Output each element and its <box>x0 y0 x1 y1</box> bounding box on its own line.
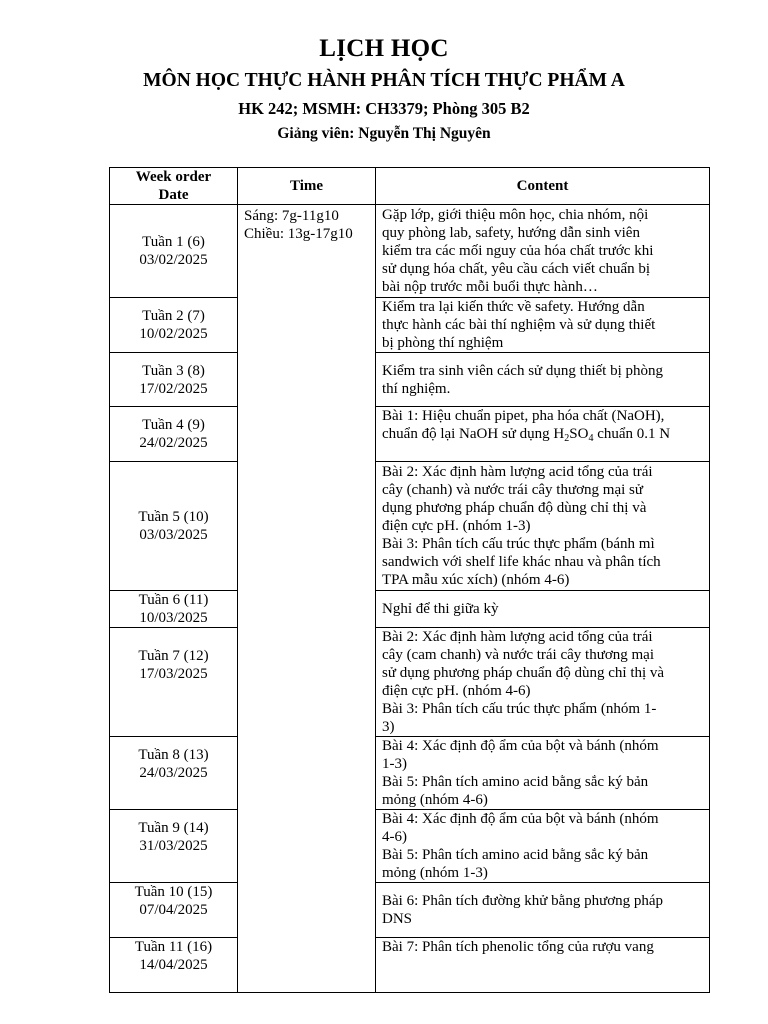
week-label: Tuần 1 (6) <box>142 234 205 250</box>
week-date: 24/02/2025 <box>139 435 208 451</box>
week-label: Tuần 2 (7) <box>142 308 205 324</box>
morning-time: Sáng: 7g-11g10 <box>244 208 339 224</box>
table-row <box>110 883 710 938</box>
content-line: Bài 4: Xác định độ ẩm của bột và bánh (nhóm <box>382 738 659 754</box>
content-line: sử dụng hóa chất, yêu cầu cách viết chuẩn bị <box>382 261 651 277</box>
content-line: bị phòng thí nghiệm <box>382 335 504 351</box>
table-row <box>110 591 710 628</box>
week-date: 03/03/2025 <box>139 527 208 543</box>
formula-subscript: 2 <box>564 433 570 444</box>
week-order-label: Week order <box>135 169 212 185</box>
content-line: Bài 5: Phân tích amino acid bằng sắc ký bản <box>382 774 649 790</box>
week-date: 31/03/2025 <box>139 838 208 854</box>
week-date: 24/03/2025 <box>139 765 208 781</box>
content-line: Nghỉ để thi giữa kỳ <box>382 601 499 617</box>
content-line: TPA mẫu xúc xích) (nhóm 4-6) <box>382 572 570 588</box>
column-header-time: Time <box>238 168 376 205</box>
content-line: Bài 5: Phân tích amino acid bằng sắc ký bản <box>382 847 649 863</box>
content-line: quy phòng lab, safety, hướng dẫn sinh viên <box>382 225 640 241</box>
formula-text: SO <box>569 426 589 442</box>
formula-text: chuẩn 0.1 N <box>593 426 671 442</box>
content-line-formula <box>382 425 703 443</box>
column-header-content: Content <box>376 168 710 205</box>
week-cell <box>110 205 238 298</box>
week-cell <box>110 883 238 938</box>
content-line: điện cực pH. (nhóm 4-6) <box>382 683 531 699</box>
afternoon-time: Chiều: 13g-17g10 <box>244 226 353 242</box>
content-cell <box>376 591 710 628</box>
content-line: dụng phương pháp chuẩn độ dùng chỉ thị và <box>382 500 647 516</box>
week-date: 17/02/2025 <box>139 380 208 397</box>
content-line: Bài 2: Xác định hàm lượng acid tổng của trái <box>382 629 653 645</box>
content-line: Gặp lớp, giới thiệu môn học, chia nhóm, nội <box>382 207 649 223</box>
content-line: Bài 7: Phân tích phenolic tổng của rượu vang <box>382 939 654 955</box>
date-label: Date <box>158 187 189 203</box>
week-date: 17/03/2025 <box>139 666 208 682</box>
schedule-table <box>109 167 710 993</box>
table-row <box>110 353 710 407</box>
week-label: Tuần 5 (10) <box>138 509 209 525</box>
week-cell <box>110 462 238 591</box>
course-subtitle: MÔN HỌC THỰC HÀNH PHÂN TÍCH THỰC PHẨM A <box>143 70 625 91</box>
week-label: Tuần 10 (15) <box>134 884 213 900</box>
week-label: Tuần 7 (12) <box>138 648 209 664</box>
content-line: Bài 2: Xác định hàm lượng acid tổng của trái <box>382 464 653 480</box>
table-row <box>110 628 710 737</box>
week-cell <box>110 628 238 737</box>
week-label: Tuần 6 (11) <box>138 592 209 608</box>
content-line: thực hành các bài thí nghiệm và sử dụng thiết <box>382 317 656 333</box>
content-line: 3) <box>382 719 395 735</box>
week-cell <box>110 298 238 353</box>
content-line: sandwich với shelf life khác nhau và phân tích <box>382 554 661 570</box>
week-cell <box>110 737 238 810</box>
content-line: kiểm tra các mối nguy của hóa chất trước khi <box>382 243 654 259</box>
content-cell <box>376 298 710 353</box>
content-cell <box>376 205 710 298</box>
content-cell <box>376 938 710 993</box>
week-date: 10/02/2025 <box>139 326 208 342</box>
table-row <box>110 298 710 353</box>
content-cell <box>376 810 710 883</box>
content-line: sử dụng phương pháp chuẩn độ dùng chỉ thị và <box>382 665 665 681</box>
content-line: mỏng (nhóm 4-6) <box>382 792 488 808</box>
content-line: Bài 3: Phân tích cấu trúc thực phẩm (nhóm 1- <box>382 701 657 717</box>
table-row <box>110 737 710 810</box>
week-date: 14/04/2025 <box>139 957 208 973</box>
content-line: Bài 1: Hiệu chuẩn pipet, pha hóa chất (NaOH), <box>382 408 665 424</box>
week-cell <box>110 938 238 993</box>
week-date: 10/03/2025 <box>139 610 208 626</box>
time-cell <box>238 205 376 993</box>
content-cell <box>376 462 710 591</box>
content-line: Bài 3: Phân tích cấu trúc thực phẩm (bánh mì <box>382 536 655 552</box>
lecturer-line: Giảng viên: Nguyễn Thị Nguyên <box>277 125 491 142</box>
content-line: thí nghiệm. <box>382 380 451 397</box>
week-date: 07/04/2025 <box>139 902 208 918</box>
content-line: 1-3) <box>382 756 407 772</box>
content-line: mỏng (nhóm 1-3) <box>382 865 488 881</box>
week-cell <box>110 353 238 407</box>
column-header-week <box>110 168 238 205</box>
content-line: Bài 4: Xác định độ ẩm của bột và bánh (nhóm <box>382 811 659 827</box>
content-line: Bài 6: Phân tích đường khử bằng phương pháp <box>382 893 664 909</box>
week-label: Tuần 8 (13) <box>138 747 209 763</box>
content-line: 4-6) <box>382 829 407 845</box>
content-cell <box>376 883 710 938</box>
table-row <box>110 407 710 462</box>
formula-text: chuẩn độ lại NaOH sử dụng H <box>382 426 565 442</box>
table-row <box>110 205 710 298</box>
content-line: DNS <box>382 911 413 927</box>
week-label: Tuần 4 (9) <box>142 417 205 433</box>
formula-subscript: 4 <box>588 433 594 444</box>
page-title: LỊCH HỌC <box>319 35 449 62</box>
week-cell <box>110 591 238 628</box>
week-cell <box>110 810 238 883</box>
table-row <box>110 462 710 591</box>
week-cell <box>110 407 238 462</box>
content-cell <box>376 628 710 737</box>
content-cell <box>376 407 710 462</box>
week-label: Tuần 3 (8) <box>142 362 205 379</box>
table-row <box>110 810 710 883</box>
course-info: HK 242; MSMH: CH3379; Phòng 305 B2 <box>238 99 530 118</box>
content-line: cây (chanh) và nước trái cây thương mại sử <box>382 482 643 498</box>
table-header-row <box>110 168 710 205</box>
content-line: điện cực pH. (nhóm 1-3) <box>382 518 531 534</box>
content-line: Kiểm tra sinh viên cách sử dụng thiết bị phòng <box>382 362 663 379</box>
content-line: bài nộp trước mỗi buổi thực hành… <box>382 279 598 295</box>
content-line: cây (cam chanh) và nước trái cây thương mại <box>382 647 655 663</box>
week-date: 03/02/2025 <box>139 252 208 268</box>
content-line: Kiểm tra lại kiến thức về safety. Hướng dẫn <box>382 299 645 315</box>
content-cell <box>376 737 710 810</box>
table-row <box>110 938 710 993</box>
week-label: Tuần 11 (16) <box>134 939 213 955</box>
content-cell <box>376 353 710 407</box>
week-label: Tuần 9 (14) <box>138 820 209 836</box>
